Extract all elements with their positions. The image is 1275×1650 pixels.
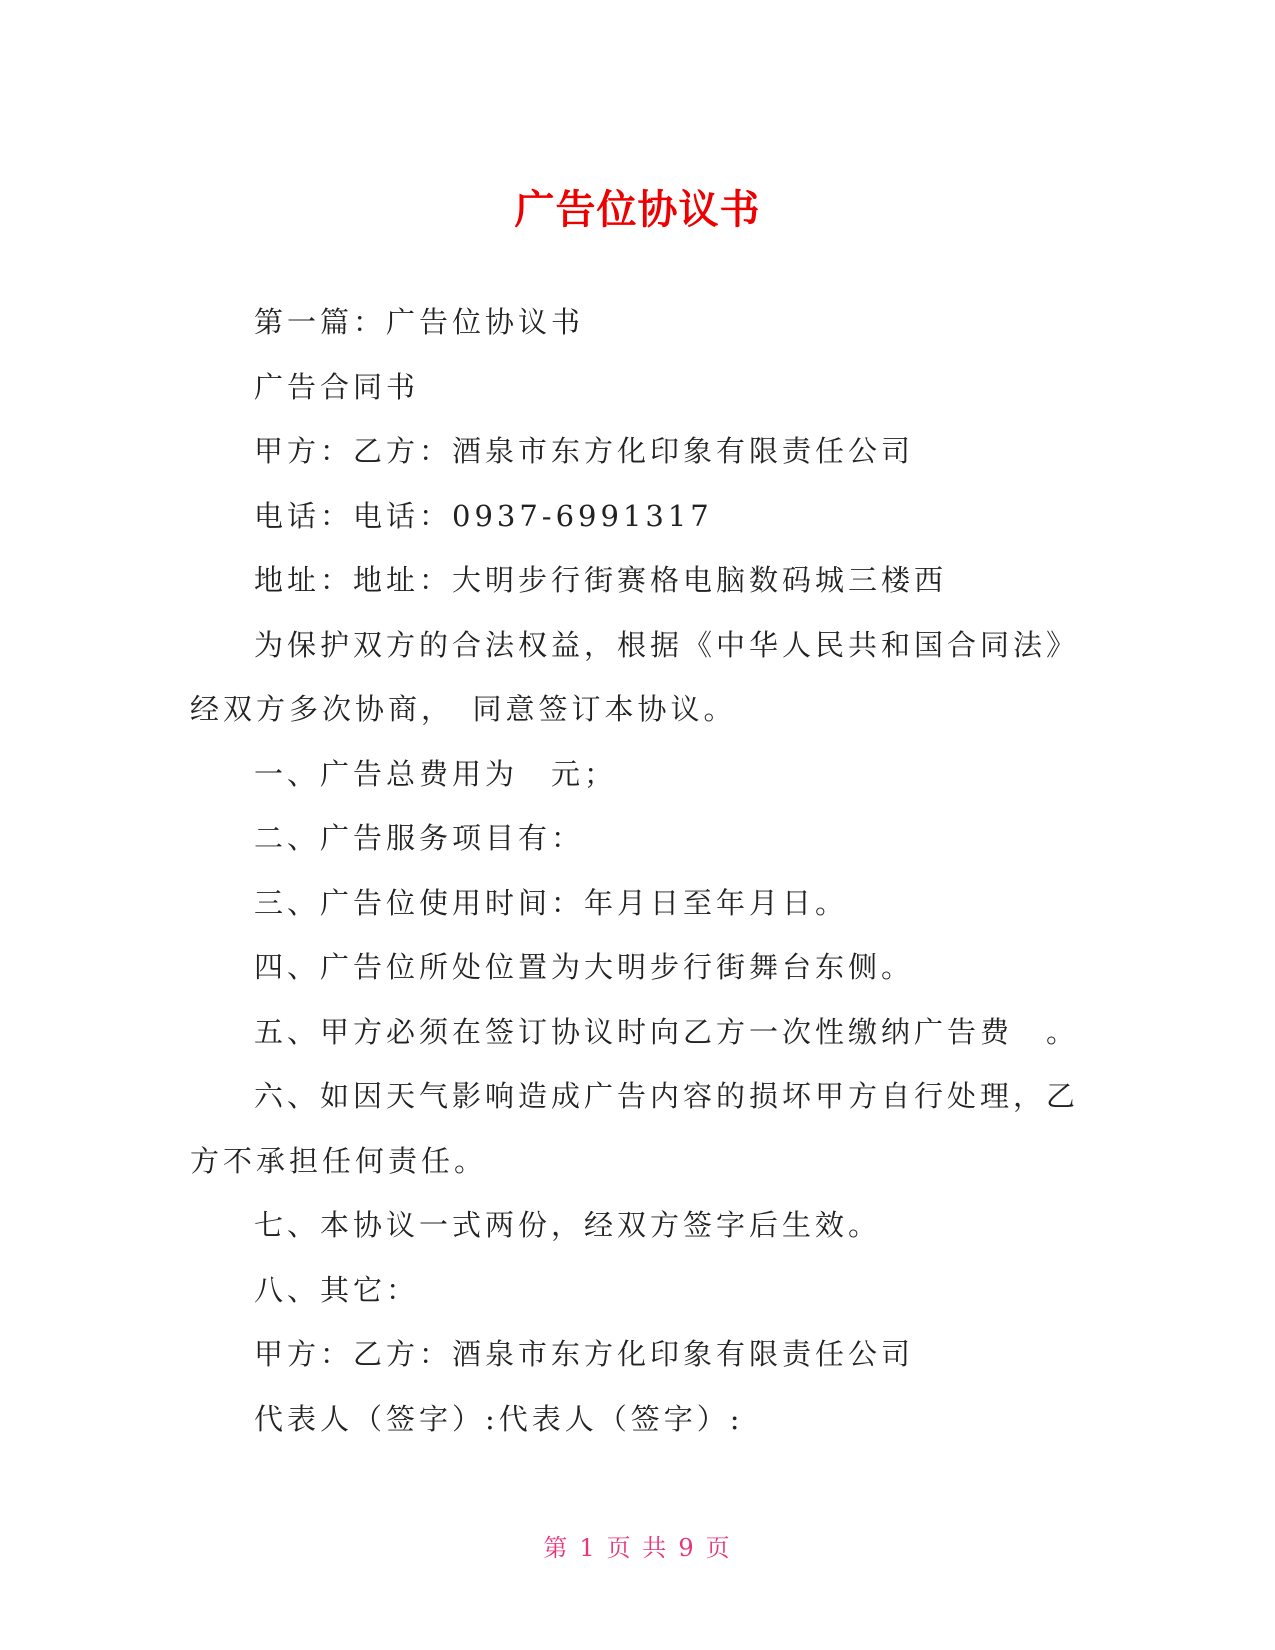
document-body <box>190 290 1090 1451</box>
paragraph-heading: 第一篇：广告位协议书 <box>254 305 585 339</box>
paragraph-clause-2: 二、广告服务项目有： <box>254 821 585 855</box>
paragraph-clause-3: 三、广告位使用时间：年月日至年月日。 <box>254 885 849 920</box>
footer-middle: 页 共 <box>606 1534 669 1562</box>
paragraph-signature-parties: 甲方：乙方：酒泉市东方化印象有限责任公司 <box>254 1337 915 1371</box>
footer-page-number: 1 <box>579 1534 597 1562</box>
paragraph-phone: 电话：电话：0937-6991317 <box>254 498 713 533</box>
paragraph-contract-name: 广告合同书 <box>254 369 420 404</box>
paragraph-clause-7: 七、本协议一式两份，经双方签字后生效。 <box>254 1208 882 1242</box>
page-footer <box>0 1533 1275 1563</box>
paragraph-parties: 甲方：乙方：酒泉市东方化印象有限责任公司 <box>254 434 915 468</box>
footer-prefix: 第 <box>543 1534 570 1562</box>
paragraph-preamble: 为保护双方的合法权益，根据《中华人民共和国合同法》经双方多次协商， 同意签订本协议。 <box>190 627 1080 726</box>
paragraph-clause-6: 六、如因天气影响造成广告内容的损坏甲方自行处理，乙方不承担任何责任。 <box>190 1079 1080 1178</box>
paragraph-clause-5: 五、甲方必须在签订协议时向乙方一次性缴纳广告费 。 <box>254 1014 1080 1049</box>
paragraph-signature-representatives: 代表人（签字）:代表人（签字）: <box>254 1401 744 1436</box>
document-title: 广告位协议书 <box>514 186 761 233</box>
footer-suffix: 页 <box>705 1534 732 1562</box>
paragraph-clause-4: 四、广告位所处位置为大明步行街舞台东侧。 <box>254 950 915 984</box>
paragraph-clause-1: 一、广告总费用为 元； <box>254 756 618 791</box>
footer-total-pages: 9 <box>678 1534 696 1562</box>
paragraph-address: 地址：地址：大明步行街赛格电脑数码城三楼西 <box>254 563 948 597</box>
paragraph-clause-8: 八、其它： <box>254 1272 420 1307</box>
